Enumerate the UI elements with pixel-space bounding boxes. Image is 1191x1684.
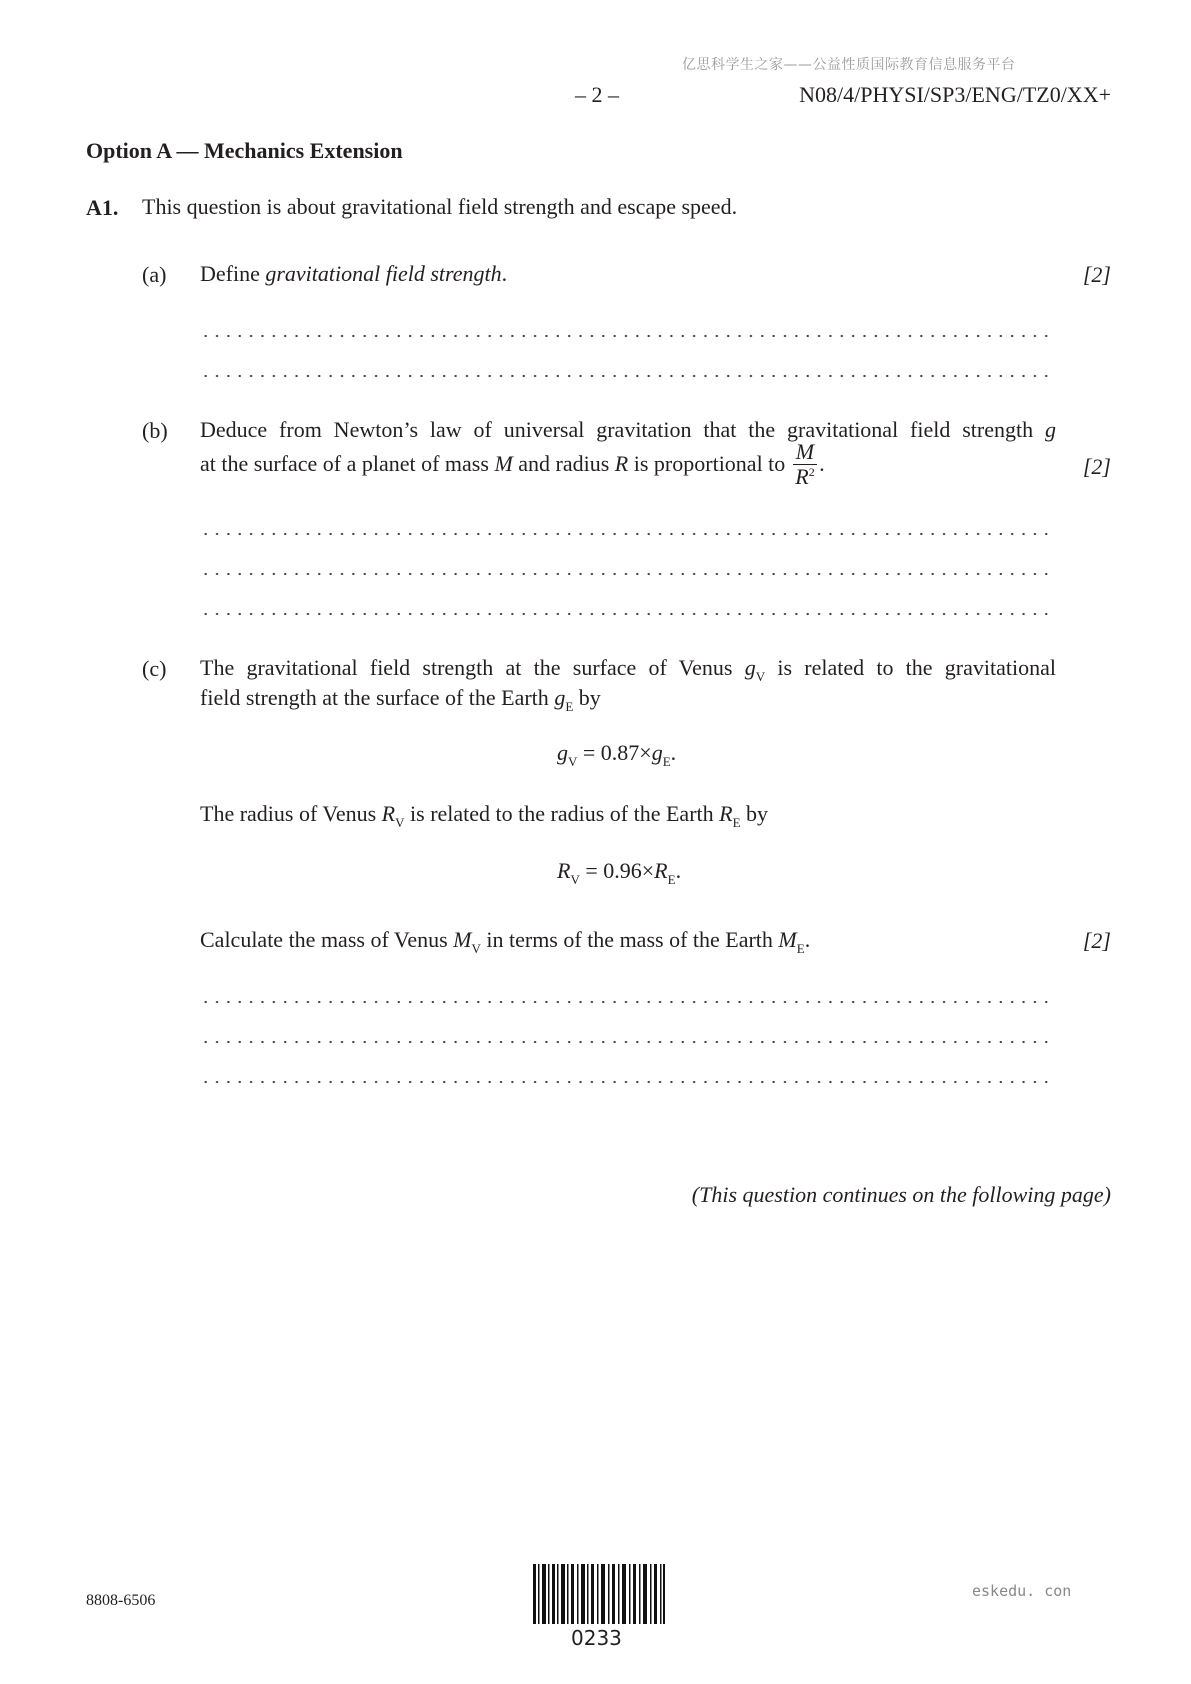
part-b-text: and radius <box>512 451 615 477</box>
exponent: 2 <box>808 465 815 479</box>
calc-sentence <box>200 926 810 957</box>
equation-rhs: = 0.87× <box>577 740 652 765</box>
answer-line[interactable] <box>200 572 1052 576</box>
subscript-e: E <box>662 754 671 769</box>
part-a-term: gravitational field strength <box>265 261 502 286</box>
site-watermark: eskedu. con <box>972 1582 1072 1600</box>
fraction-numerator: M <box>793 440 817 465</box>
answer-line[interactable] <box>200 1080 1052 1084</box>
period: . <box>670 740 677 765</box>
part-c-marks: [2] <box>1082 928 1111 953</box>
subscript-e: E <box>732 815 741 830</box>
var-M: M <box>453 927 472 952</box>
period: . <box>819 451 825 477</box>
subscript-v: V <box>570 872 580 887</box>
var-g: g <box>1045 417 1056 442</box>
page-number: – 2 – <box>575 82 619 107</box>
part-c-text: in terms of the mass of the Earth <box>480 927 779 952</box>
part-c-text: The radius of Venus <box>200 801 382 826</box>
answer-line[interactable] <box>200 612 1052 616</box>
var-R: R <box>654 858 668 883</box>
radius-sentence <box>200 800 768 831</box>
part-b-text: is proportional to <box>628 451 791 477</box>
var-R: R <box>719 801 733 826</box>
var-g: g <box>554 685 566 710</box>
continues-note: (This question continues on the following page) <box>691 1182 1111 1207</box>
answer-line[interactable] <box>200 1000 1052 1004</box>
part-b-text: at the surface of a planet of mass <box>200 451 495 477</box>
var-M: M <box>778 927 797 952</box>
answer-line[interactable] <box>200 1040 1052 1044</box>
part-b-line2 <box>200 440 825 492</box>
subscript-v: V <box>471 941 481 956</box>
part-a-label: (a) <box>142 262 167 287</box>
subscript-e: E <box>565 699 574 714</box>
subscript-v: V <box>755 669 766 684</box>
equation-gv <box>557 740 677 769</box>
var-R: R <box>557 858 571 883</box>
paper-code: N08/4/PHYSI/SP3/ENG/TZ0/XX+ <box>799 82 1111 107</box>
question-number: A1. <box>86 195 119 220</box>
part-c-text: by <box>573 685 601 710</box>
subscript-e: E <box>796 941 805 956</box>
part-b-marks: [2] <box>1082 454 1111 479</box>
equation-rv <box>557 858 682 887</box>
part-c-line1 <box>200 654 1056 685</box>
answer-line[interactable] <box>200 334 1052 338</box>
option-title: Option A — Mechanics Extension <box>86 138 403 163</box>
answer-line[interactable] <box>200 374 1052 378</box>
part-a-suffix: . <box>501 261 508 286</box>
subscript-e: E <box>667 872 676 887</box>
subscript-v: V <box>568 754 578 769</box>
question-intro: This question is about gravitational field strength and escape speed. <box>142 194 738 219</box>
fraction-M-over-R-squared <box>793 440 817 492</box>
part-c-text: is related to the gravitational <box>765 655 1056 680</box>
answer-line[interactable] <box>200 532 1052 536</box>
part-a-marks: [2] <box>1082 262 1111 287</box>
var-g: g <box>651 740 663 765</box>
part-c-line2 <box>200 684 601 715</box>
period: . <box>675 858 682 883</box>
subscript-v: V <box>395 815 405 830</box>
exam-code: 8808-6506 <box>86 1592 156 1609</box>
part-b-line1-text: Deduce from Newton’s law of universal gravitation that the gravitational field strength <box>200 417 1045 442</box>
part-a-prefix: Define <box>200 261 266 286</box>
var-R: R <box>381 801 396 826</box>
var-M: M <box>494 451 513 477</box>
var-g: g <box>744 655 756 680</box>
part-c-label: (c) <box>142 656 167 681</box>
barcode <box>533 1564 665 1624</box>
barcode-number: 0233 <box>571 1626 622 1650</box>
part-c-text: by <box>740 801 769 826</box>
part-c-text: is related to the radius of the Earth <box>404 801 720 826</box>
var-R: R <box>614 451 629 477</box>
equation-rhs: = 0.96× <box>579 858 655 883</box>
fraction-denominator: R <box>795 464 809 489</box>
part-a-text <box>200 260 507 288</box>
part-c-text: field strength at the surface of the Earth <box>200 685 555 710</box>
var-g: g <box>557 740 568 765</box>
period: . <box>804 927 811 952</box>
watermark-text: 亿思科学生之家——公益性质国际教育信息服务平台 <box>682 57 1016 73</box>
part-b-label: (b) <box>142 418 168 443</box>
part-c-text: The gravitational field strength at the surface of Venus <box>200 655 745 680</box>
part-c-text: Calculate the mass of Venus <box>200 927 454 952</box>
